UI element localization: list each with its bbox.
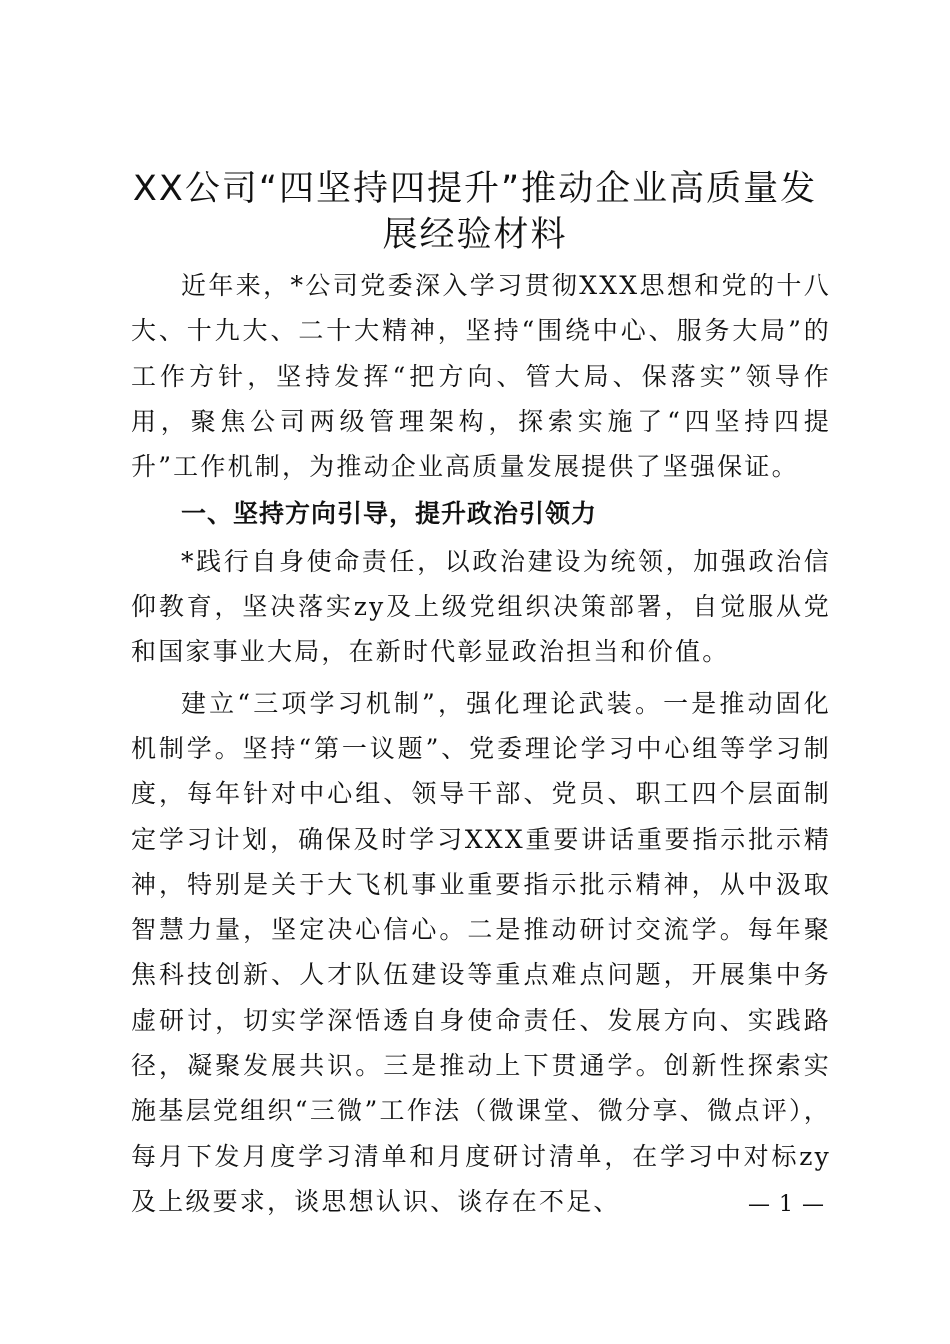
intro-paragraph: 近年来，*公司党委深入学习贯彻XXX思想和党的十八大、十九大、二十大精神，坚持“围绕中心、服务大局”的工作方针，坚持发挥“把方向、管大局、保落实”领导作用，聚焦公司两级管理架构，探索实施了“四坚持四提升”工作机制，为推动企业高质量发展提供了坚强保证。	[131, 271, 831, 482]
body-paragraph: *践行自身使命责任，以政治建设为统领，加强政治信仰教育，坚决落实zy及上级党组织决策部署，自觉服从党和国家事业大局，在新时代彰显政治担当和价值。	[131, 546, 831, 667]
document-body	[131, 263, 831, 1224]
section-heading: 一、坚持方向引导，提升政治引领力	[181, 499, 598, 529]
body-paragraph: 建立“三项学习机制”，强化理论武装。一是推动固化机制学。坚持“第一议题”、党委理论学习中心组等学习制度，每年针对中心组、领导干部、党员、职工四个层面制定学习计划，确保及时学习XXX重要讲话重要指示批示精神，特别是关于大飞机事业重要指示批示精神，从中汲取智慧力量，坚定决心信心。二是推动研讨交流学。每年聚焦科技创新、人才队伍建设等重点难点问题，开展集中务虚研讨，切实学深悟透自身使命责任、发展方向、实践路径，凝聚发展共识。三是推动上下贯通学。创新性探索实施基层党组织“三微”工作法（微课堂、微分享、微点评），每月下发月度学习清单和月度研讨清单，在学习中对标zy及上级要求，谈思想认识、谈存在不足、	[131, 688, 831, 1216]
page-number: — 1 —	[748, 1192, 825, 1217]
document-title: XX公司“四坚持四提升”推动企业高质量发展经验材料	[132, 169, 818, 255]
